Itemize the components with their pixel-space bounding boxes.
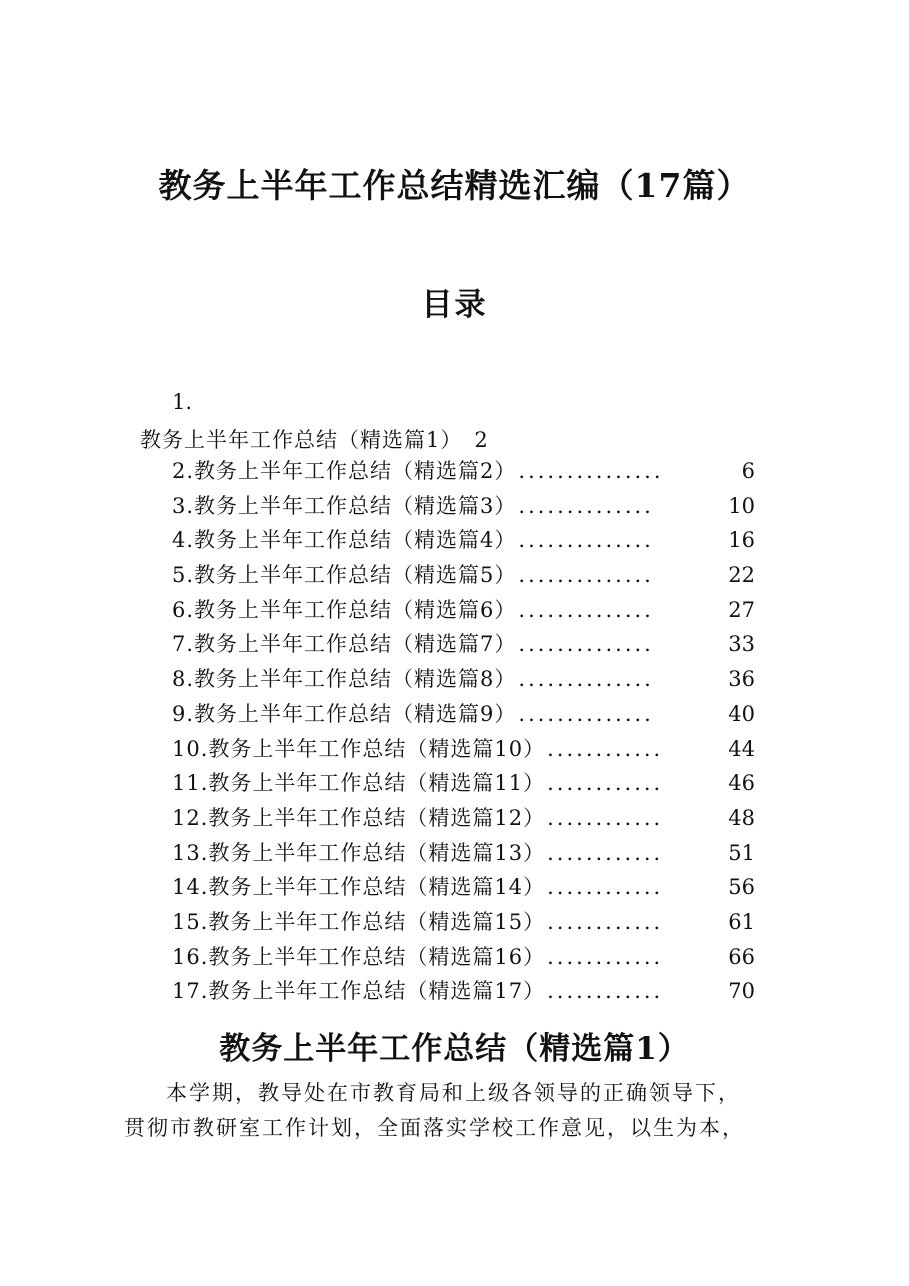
toc-entry-label: 15.教务上半年工作总结（精选篇15） — [172, 909, 546, 934]
toc-entry-17[interactable] — [172, 975, 755, 1010]
toc-entry-label: 14.教务上半年工作总结（精选篇14） — [172, 875, 546, 900]
toc-leader-dots: ............ — [547, 771, 664, 796]
toc-leader-dots: ............ — [547, 840, 664, 865]
toc-entry-page: 48 — [728, 805, 755, 830]
toc-entry-label: 4.教务上半年工作总结（精选篇4） — [172, 528, 517, 553]
toc-entry-9[interactable] — [172, 698, 755, 733]
toc-leader-dots: ............... — [518, 459, 664, 483]
toc-entry-14[interactable] — [172, 871, 755, 906]
toc-entry-label: 13.教务上半年工作总结（精选篇13） — [172, 840, 546, 865]
toc-leader-dots: .............. — [518, 597, 654, 622]
toc-entry-1-label: 教务上半年工作总结（精选篇1） — [140, 428, 463, 452]
toc-entry-3[interactable] — [172, 490, 755, 525]
table-of-contents — [172, 455, 755, 1010]
toc-entry-5[interactable] — [172, 559, 755, 594]
document-title: 教务上半年工作总结精选汇编（17篇） — [158, 166, 751, 205]
toc-entry-label: 2.教务上半年工作总结（精选篇2） — [172, 459, 517, 483]
toc-leader-dots: .............. — [518, 563, 654, 588]
toc-entry-label: 9.教务上半年工作总结（精选篇9） — [172, 701, 517, 726]
toc-entry-label: 11.教务上半年工作总结（精选篇11） — [172, 771, 546, 796]
toc-entry-1-page: 2 — [474, 428, 489, 452]
toc-leader-dots: .............. — [518, 528, 654, 553]
toc-entry-page: 44 — [728, 736, 755, 761]
toc-entry-16[interactable] — [172, 941, 755, 976]
toc-entry-1[interactable] — [140, 424, 489, 454]
toc-entry-page: 46 — [728, 771, 755, 796]
toc-leader-dots: .............. — [518, 632, 654, 657]
toc-entry-label: 8.教务上半年工作总结（精选篇8） — [172, 667, 517, 692]
toc-entry-page: 33 — [728, 632, 755, 657]
toc-leader-dots: ............ — [547, 979, 664, 1004]
toc-entry-page: 16 — [728, 528, 755, 553]
toc-leader-dots: .............. — [518, 667, 654, 692]
toc-entry-label: 17.教务上半年工作总结（精选篇17） — [172, 979, 546, 1004]
toc-entry-page: 51 — [728, 840, 755, 865]
toc-entry-label: 7.教务上半年工作总结（精选篇7） — [172, 632, 517, 657]
toc-entry-6[interactable] — [172, 594, 755, 629]
toc-entry-1-number[interactable]: 1. — [172, 390, 193, 414]
toc-entry-11[interactable] — [172, 767, 755, 802]
toc-entry-12[interactable] — [172, 802, 755, 837]
toc-entry-label: 10.教务上半年工作总结（精选篇10） — [172, 736, 546, 761]
toc-leader-dots: ............ — [547, 736, 664, 761]
toc-entry-label: 3.教务上半年工作总结（精选篇3） — [172, 493, 517, 518]
toc-entry-page: 22 — [728, 563, 755, 588]
toc-entry-15[interactable] — [172, 906, 755, 941]
toc-entry-2[interactable] — [172, 455, 755, 490]
toc-entry-10[interactable] — [172, 733, 755, 768]
toc-entry-label: 16.教务上半年工作总结（精选篇16） — [172, 944, 546, 969]
toc-leader-dots: .............. — [518, 701, 654, 726]
toc-entry-13[interactable] — [172, 837, 755, 872]
toc-leader-dots: ............ — [547, 875, 664, 900]
toc-leader-dots: .............. — [518, 493, 654, 518]
toc-entry-page: 61 — [728, 909, 755, 934]
toc-entry-7[interactable] — [172, 628, 755, 663]
toc-entry-4[interactable] — [172, 524, 755, 559]
toc-entry-8[interactable] — [172, 663, 755, 698]
toc-entry-page: 70 — [728, 979, 755, 1004]
toc-entry-page: 36 — [728, 667, 755, 692]
toc-leader-dots: ............ — [547, 944, 664, 969]
toc-entry-page: 56 — [728, 875, 755, 900]
toc-entry-label: 5.教务上半年工作总结（精选篇5） — [172, 563, 517, 588]
toc-leader-dots: ............ — [547, 909, 664, 934]
section-title: 教务上半年工作总结（精选篇1） — [219, 1031, 690, 1067]
body-paragraph-line-1: 本学期，教导处在市教育局和上级各领导的正确领导下， — [166, 1081, 741, 1105]
toc-entry-page: 27 — [728, 597, 755, 622]
body-paragraph-line-2: 贯彻市教研室工作计划，全面落实学校工作意见，以生为本， — [124, 1116, 745, 1140]
toc-entry-page: 66 — [728, 944, 755, 969]
toc-entry-page: 40 — [728, 701, 755, 726]
toc-entry-page: 10 — [728, 493, 755, 518]
toc-entry-label: 6.教务上半年工作总结（精选篇6） — [172, 597, 517, 622]
toc-leader-dots: ............ — [547, 805, 664, 830]
toc-entry-label: 12.教务上半年工作总结（精选篇12） — [172, 805, 546, 830]
toc-heading: 目录 — [421, 287, 488, 323]
toc-entry-page: 6 — [741, 459, 755, 483]
